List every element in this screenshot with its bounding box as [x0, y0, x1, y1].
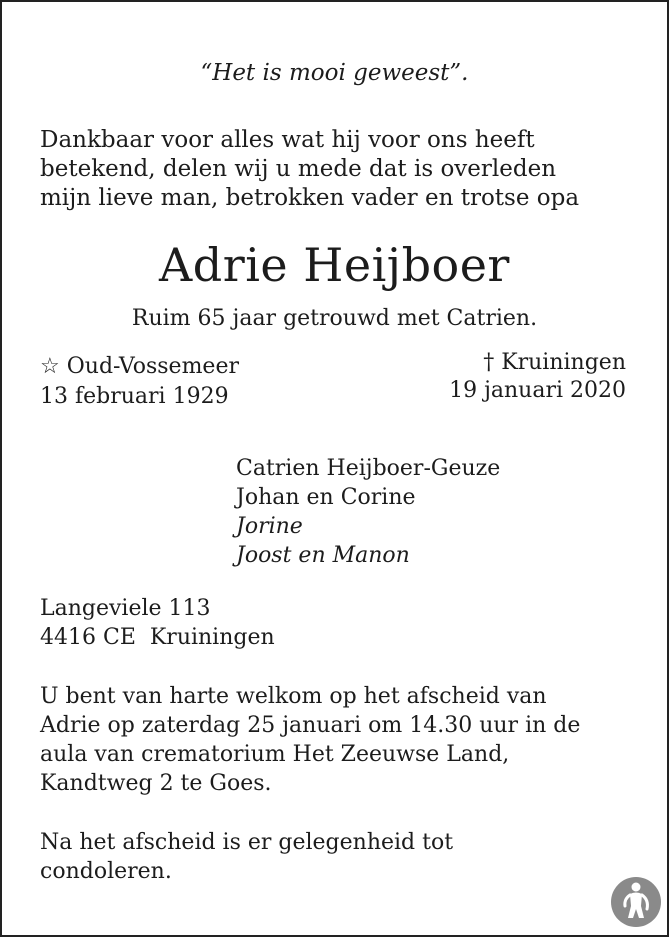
- farewell-notice: [40, 682, 580, 798]
- address-block: [40, 594, 275, 652]
- family-list: [236, 454, 500, 570]
- notice-line: U bent van harte welkom op het afscheid van: [40, 684, 547, 709]
- notice-line: Kandtweg 2 te Goes.: [40, 771, 272, 796]
- family-member: Johan en Corine: [236, 485, 416, 510]
- family-member: Jorine: [236, 514, 303, 539]
- opening-quote: “Het is mooi geweest”.: [200, 60, 469, 86]
- star-icon: ☆: [40, 354, 60, 379]
- birth-place-line: [40, 354, 239, 379]
- intro-paragraph: [40, 126, 579, 213]
- intro-line: betekend, delen wij u mede dat is overleden: [40, 156, 557, 182]
- death-place-line: [483, 350, 626, 375]
- death-place: Kruiningen: [501, 350, 626, 375]
- birth-date: 13 februari 1929: [40, 384, 229, 409]
- condolence-note: [40, 828, 453, 886]
- address-street: Langeviele 113: [40, 596, 211, 621]
- deceased-name: Adrie Heijboer: [159, 238, 510, 292]
- closing-line: Na het afscheid is er gelegenheid tot: [40, 830, 454, 855]
- birth-place: Oud-Vossemeer: [66, 354, 239, 379]
- family-member: Joost en Manon: [236, 543, 410, 568]
- memorial-figure-icon: [610, 876, 662, 928]
- address-city: 4416 CE Kruiningen: [40, 625, 275, 650]
- notice-line: Adrie op zaterdag 25 januari om 14.30 uur in de: [40, 713, 581, 738]
- cross-icon: †: [483, 350, 495, 375]
- notice-line: aula van crematorium Het Zeeuwse Land,: [40, 742, 510, 767]
- married-line: Ruim 65 jaar getrouwd met Catrien.: [131, 306, 538, 331]
- family-member: Catrien Heijboer-Geuze: [236, 456, 501, 481]
- death-date: 19 januari 2020: [449, 378, 626, 403]
- closing-line: condoleren.: [40, 859, 172, 884]
- intro-line: mijn lieve man, betrokken vader en trotse opa: [40, 185, 580, 211]
- intro-line: Dankbaar voor alles wat hij voor ons heeft: [40, 127, 535, 153]
